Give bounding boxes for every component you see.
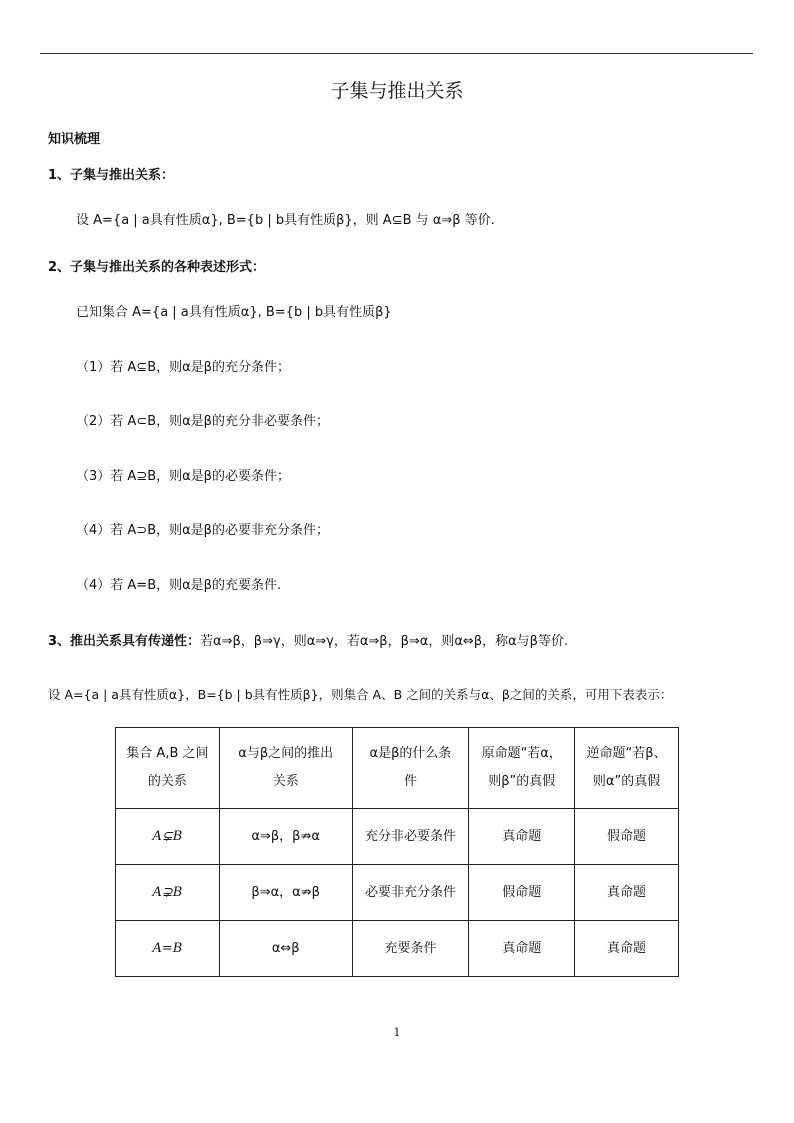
table-header-cell: α与β之间的推出 关系 bbox=[219, 728, 352, 809]
table-cell: α⇔β bbox=[219, 921, 352, 977]
section-3 bbox=[48, 630, 568, 649]
table-cell: 假命题 bbox=[575, 809, 679, 865]
table-cell: A⊊B bbox=[116, 809, 220, 865]
table-cell: 必要非充分条件 bbox=[352, 865, 469, 921]
table-cell: α⇒β，β⇏α bbox=[219, 809, 352, 865]
condition-item: （4）若 A=B，则α是β的充要条件. bbox=[76, 578, 282, 593]
table-cell: 真命题 bbox=[575, 921, 679, 977]
page-number: 1 bbox=[393, 1026, 401, 1039]
condition-item: （2）若 A⊂B，则α是β的充分非必要条件； bbox=[76, 414, 329, 429]
relation-table bbox=[115, 727, 679, 977]
table-cell: 真命题 bbox=[575, 865, 679, 921]
section-3-heading: 3、推出关系具有传递性： bbox=[48, 634, 201, 649]
table-cell: 充要条件 bbox=[352, 921, 469, 977]
table-header-cell: α是β的什么条 件 bbox=[352, 728, 469, 809]
section-heading: 知识梳理 bbox=[48, 132, 101, 147]
table-header-row bbox=[116, 728, 679, 809]
header-rule bbox=[40, 53, 753, 54]
section-1-heading: 1、子集与推出关系： bbox=[48, 168, 175, 183]
table-cell: 真命题 bbox=[469, 921, 575, 977]
table-header-cell: 集合 A,B 之间 的关系 bbox=[116, 728, 220, 809]
table-intro: 设 A={a | a具有性质α}，B={b | b具有性质β}，则集合 A、B 之间的关系与α、β之间的关系，可用下表表示： bbox=[48, 687, 673, 702]
condition-item: （1）若 A⊆B，则α是β的充分条件； bbox=[76, 360, 290, 375]
section-1-statement: 设 A={a | a具有性质α}, B={b | b具有性质β}，则 A⊆B 与 α⇒β 等价. bbox=[76, 213, 495, 228]
section-2-intro: 已知集合 A={a | a具有性质α}, B={b | b具有性质β} bbox=[76, 305, 392, 320]
table-header-cell: 原命题“若α， 则β”的真假 bbox=[469, 728, 575, 809]
table-cell: 假命题 bbox=[469, 865, 575, 921]
table-row bbox=[116, 921, 679, 977]
table-row bbox=[116, 809, 679, 865]
section-2-heading: 2、子集与推出关系的各种表述形式： bbox=[48, 260, 266, 275]
table-cell: 真命题 bbox=[469, 809, 575, 865]
table-cell: β⇒α，α⇏β bbox=[219, 865, 352, 921]
table-cell: 充分非必要条件 bbox=[352, 809, 469, 865]
section-3-statement: 若α⇒β，β⇒γ，则α⇒γ，若α⇒β，β⇒α，则α⇔β，称α与β等价. bbox=[200, 634, 569, 649]
page-title: 子集与推出关系 bbox=[330, 80, 464, 102]
condition-item: （4）若 A⊃B，则α是β的必要非充分条件； bbox=[76, 523, 329, 538]
table-header-cell: 逆命题“若β、 则α”的真假 bbox=[575, 728, 679, 809]
table-row bbox=[116, 865, 679, 921]
condition-item: （3）若 A⊇B，则α是β的必要条件； bbox=[76, 469, 290, 484]
table-cell: A⊋B bbox=[116, 865, 220, 921]
table-cell: A=B bbox=[116, 921, 220, 977]
